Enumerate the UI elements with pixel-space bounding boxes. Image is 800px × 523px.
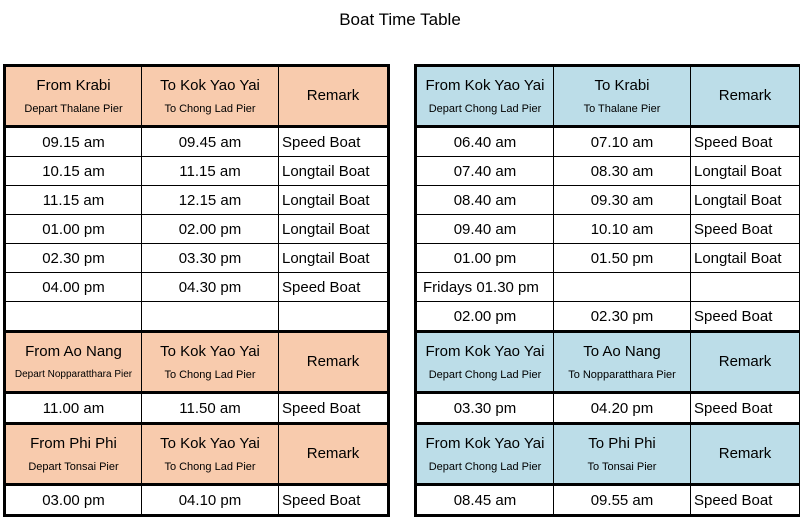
to-label: To Kok Yao Yai	[160, 77, 260, 94]
to-pier-label: To Tonsai Pier	[587, 461, 657, 473]
remark-header: Remark	[306, 353, 360, 370]
depart-time: 01.00 pm	[416, 244, 554, 273]
from-header-cell	[416, 332, 554, 393]
table-row	[416, 186, 800, 215]
remark-cell: Longtail Boat	[279, 215, 389, 244]
depart-time: 02.00 pm	[416, 302, 554, 332]
from-pier-label: Depart Chong Lad Pier	[428, 461, 542, 473]
to-pier-label: To Chong Lad Pier	[164, 461, 256, 473]
to-header-cell	[142, 332, 279, 393]
depart-time: 09.15 am	[5, 127, 142, 157]
header-row	[416, 424, 800, 485]
from-header-cell	[416, 66, 554, 127]
header-row	[5, 424, 389, 485]
to-label: To Kok Yao Yai	[160, 343, 260, 360]
remark-header-cell	[691, 66, 800, 127]
arrive-time: 12.15 am	[142, 186, 279, 215]
remark-cell: Longtail Boat	[279, 244, 389, 273]
right-timetable	[414, 64, 800, 517]
remark-cell: Speed Boat	[279, 485, 389, 516]
arrive-time: 09.55 am	[554, 485, 691, 516]
arrive-time: 11.50 am	[142, 393, 279, 424]
to-header-cell	[554, 332, 691, 393]
table-row	[416, 302, 800, 332]
from-pier-label: Depart Tonsai Pier	[28, 461, 119, 473]
from-pier-label: Depart Thalane Pier	[24, 103, 123, 115]
depart-time: 11.00 am	[5, 393, 142, 424]
remark-cell: Longtail Boat	[691, 157, 800, 186]
depart-time	[5, 302, 142, 332]
from-label: From Krabi	[36, 77, 111, 94]
remark-header-cell	[279, 424, 389, 485]
table-row	[416, 127, 800, 157]
arrive-time: 03.30 pm	[142, 244, 279, 273]
arrive-time: 04.10 pm	[142, 485, 279, 516]
to-pier-label: To Nopparatthara Pier	[568, 369, 676, 381]
from-label: From Kok Yao Yai	[425, 343, 545, 360]
arrive-time: 09.45 am	[142, 127, 279, 157]
from-label: From Phi Phi	[30, 435, 117, 452]
remark-header: Remark	[718, 445, 772, 462]
depart-time: 08.40 am	[416, 186, 554, 215]
from-header-cell	[5, 66, 142, 127]
header-row	[5, 66, 389, 127]
arrive-time: 04.20 pm	[554, 393, 691, 424]
to-header-cell	[142, 424, 279, 485]
header-row	[416, 332, 800, 393]
remark-header: Remark	[306, 87, 360, 104]
remark-cell: Speed Boat	[691, 393, 800, 424]
table-row	[416, 273, 800, 302]
to-pier-label: To Chong Lad Pier	[164, 369, 256, 381]
depart-time: 04.00 pm	[5, 273, 142, 302]
to-pier-label: To Chong Lad Pier	[164, 103, 256, 115]
table-row	[5, 485, 389, 516]
from-pier-label: Depart Nopparatthara Pier	[14, 369, 133, 380]
remark-cell: Speed Boat	[691, 215, 800, 244]
arrive-time	[554, 273, 691, 302]
arrive-time: 02.00 pm	[142, 215, 279, 244]
arrive-time: 10.10 am	[554, 215, 691, 244]
remark-cell: Speed Boat	[691, 302, 800, 332]
from-header-cell	[5, 424, 142, 485]
depart-time: 10.15 am	[5, 157, 142, 186]
table-row	[5, 157, 389, 186]
remark-header: Remark	[306, 445, 360, 462]
remark-cell: Longtail Boat	[691, 186, 800, 215]
depart-time: 03.30 pm	[416, 393, 554, 424]
remark-cell: Speed Boat	[691, 485, 800, 516]
arrive-time	[142, 302, 279, 332]
to-label: To Krabi	[594, 77, 650, 94]
page-title: Boat Time Table	[339, 10, 461, 29]
remark-cell: Longtail Boat	[691, 244, 800, 273]
from-label: From Kok Yao Yai	[425, 435, 545, 452]
remark-header-cell	[279, 66, 389, 127]
table-row	[416, 244, 800, 273]
depart-time: 07.40 am	[416, 157, 554, 186]
from-header-cell	[5, 332, 142, 393]
from-label: From Ao Nang	[25, 343, 122, 360]
depart-time: 03.00 pm	[5, 485, 142, 516]
header-row	[5, 332, 389, 393]
table-row	[5, 273, 389, 302]
to-label: To Kok Yao Yai	[160, 435, 260, 452]
remark-header-cell	[691, 332, 800, 393]
header-row	[416, 66, 800, 127]
from-label: From Kok Yao Yai	[425, 77, 545, 94]
arrive-time: 01.50 pm	[554, 244, 691, 273]
from-pier-label: Depart Chong Lad Pier	[428, 369, 542, 381]
arrive-time: 11.15 am	[142, 157, 279, 186]
to-label: To Ao Nang	[583, 343, 661, 360]
table-row	[5, 244, 389, 273]
remark-cell: Speed Boat	[279, 393, 389, 424]
remark-cell: Speed Boat	[279, 273, 389, 302]
left-timetable	[3, 64, 390, 517]
depart-time: 01.00 pm	[5, 215, 142, 244]
to-pier-label: To Thalane Pier	[583, 103, 661, 115]
remark-header: Remark	[718, 353, 772, 370]
remark-header-cell	[691, 424, 800, 485]
depart-time: 06.40 am	[416, 127, 554, 157]
from-pier-label: Depart Chong Lad Pier	[428, 103, 542, 115]
remark-header-cell	[279, 332, 389, 393]
table-row	[5, 393, 389, 424]
to-header-cell	[142, 66, 279, 127]
to-label: To Phi Phi	[588, 435, 656, 452]
arrive-time: 09.30 am	[554, 186, 691, 215]
remark-header: Remark	[718, 87, 772, 104]
table-row	[5, 302, 389, 332]
table-row	[5, 215, 389, 244]
depart-time: 09.40 am	[416, 215, 554, 244]
depart-time: 11.15 am	[5, 186, 142, 215]
remark-cell: Longtail Boat	[279, 186, 389, 215]
depart-time: 02.30 pm	[5, 244, 142, 273]
table-row	[416, 393, 800, 424]
remark-cell: Speed Boat	[279, 127, 389, 157]
remark-cell	[279, 302, 389, 332]
to-header-cell	[554, 66, 691, 127]
remark-cell: Speed Boat	[691, 127, 800, 157]
table-row	[5, 127, 389, 157]
arrive-time: 04.30 pm	[142, 273, 279, 302]
depart-time: Fridays 01.30 pm	[416, 273, 554, 302]
to-header-cell	[554, 424, 691, 485]
depart-time: 08.45 am	[416, 485, 554, 516]
from-header-cell	[416, 424, 554, 485]
arrive-time: 02.30 pm	[554, 302, 691, 332]
remark-cell	[691, 273, 800, 302]
table-row	[416, 157, 800, 186]
table-row	[5, 186, 389, 215]
arrive-time: 08.30 am	[554, 157, 691, 186]
table-row	[416, 215, 800, 244]
remark-cell: Longtail Boat	[279, 157, 389, 186]
arrive-time: 07.10 am	[554, 127, 691, 157]
table-row	[416, 485, 800, 516]
